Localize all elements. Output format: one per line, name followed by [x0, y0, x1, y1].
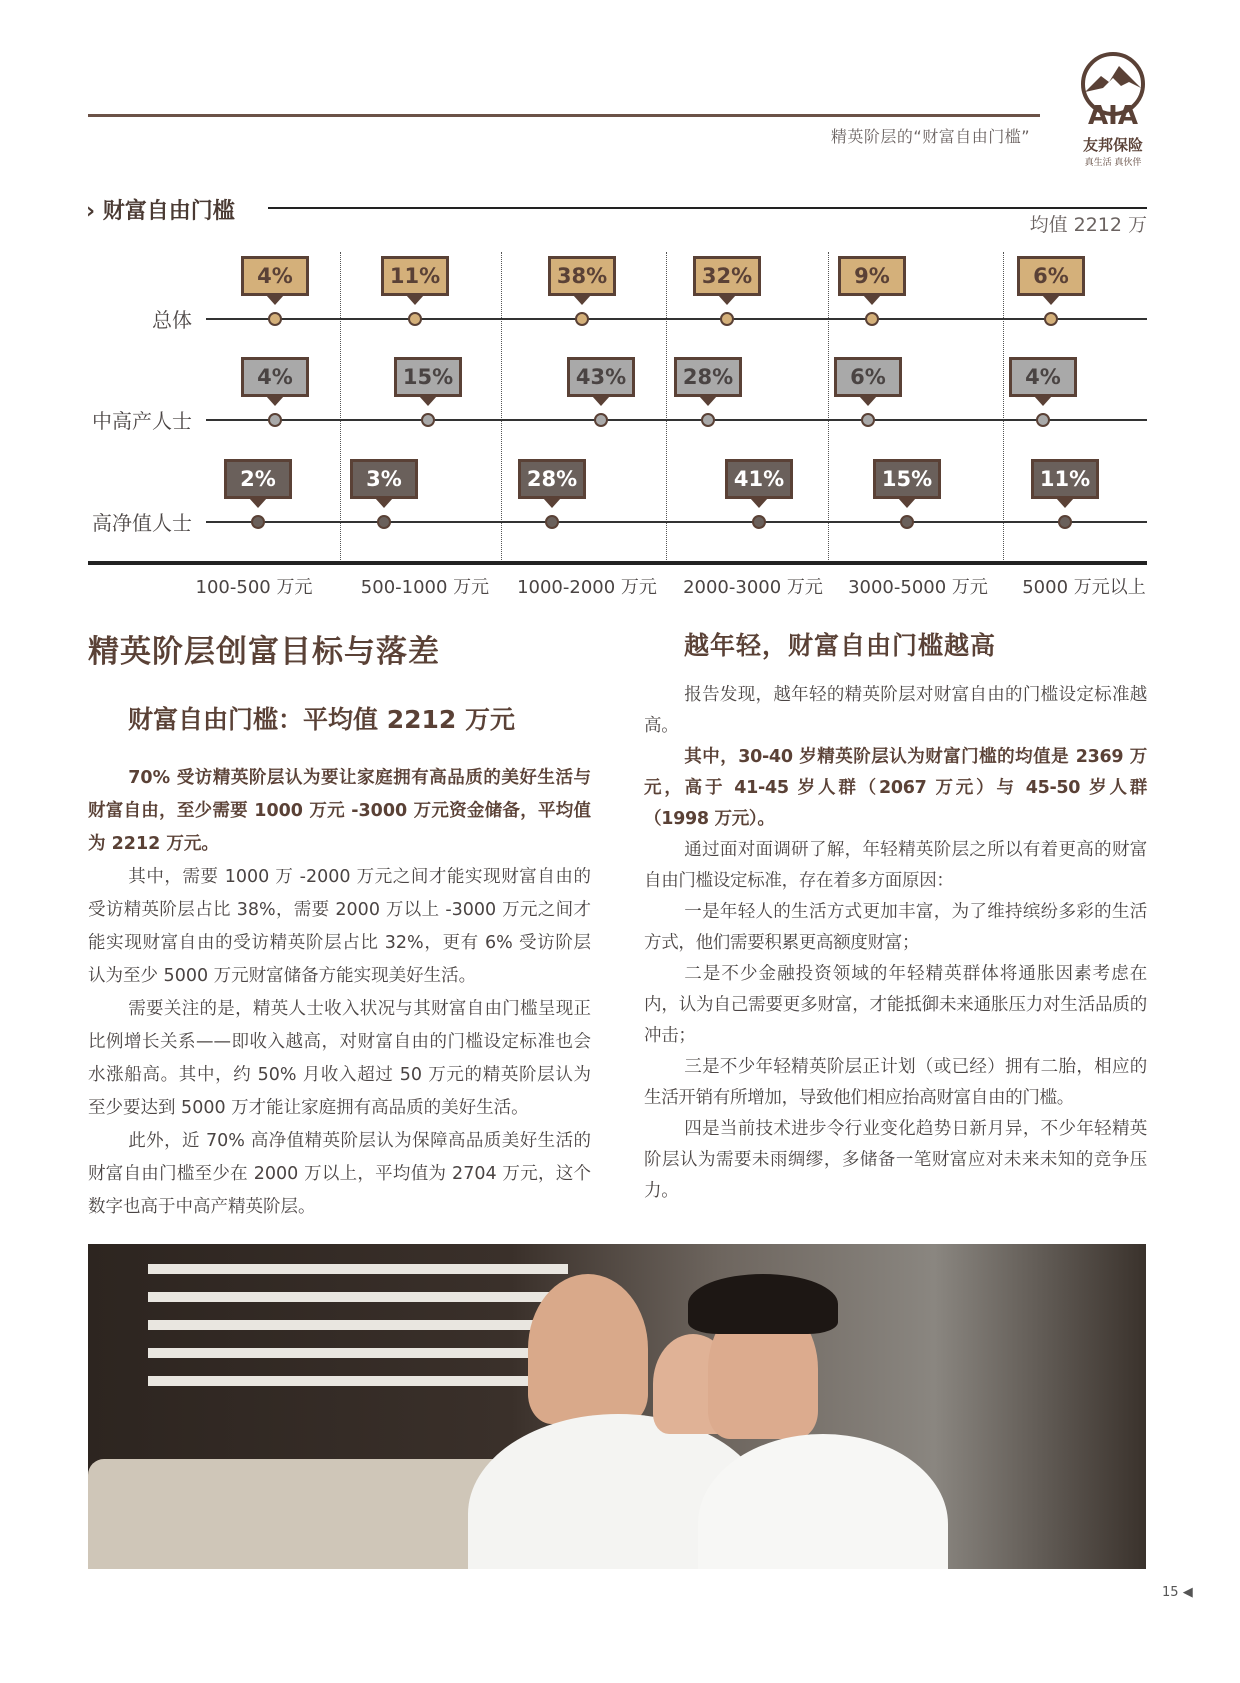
paragraph: 四是当前技术进步令行业变化趋势日新月异，不少年轻精英阶层认为需要未雨绸缪，多储备一笔财富应对未来未知的竞争压力。: [644, 1119, 1147, 1201]
data-point: [752, 515, 766, 529]
window-blind: [148, 1292, 568, 1302]
value-callout: 9%: [838, 256, 906, 296]
value-callout: 4%: [1009, 357, 1077, 397]
value-callout: 6%: [1017, 256, 1085, 296]
paragraph: 其中，30-40 岁精英阶层认为财富门槛的均值是 2369 万元，高于 41-45 岁人群（2067 万元）与 45-50 岁人群（1998 万元）。: [644, 747, 1147, 829]
running-title: 精英阶层的“财富自由门槛”: [830, 127, 1030, 146]
left-column: [88, 762, 591, 1224]
window-blind: [148, 1320, 568, 1330]
aia-logo: [1068, 52, 1158, 168]
category-label: 100-500 万元: [195, 577, 313, 598]
left-subheading: 财富自由门槛：平均值 2212 万元: [128, 705, 515, 734]
data-point: [900, 515, 914, 529]
data-point: [1044, 312, 1058, 326]
data-point: [594, 413, 608, 427]
value-callout: 32%: [693, 256, 761, 296]
family-photo: [88, 1244, 1146, 1569]
data-point: [1036, 413, 1050, 427]
axis-rule: [88, 561, 1147, 565]
mean-annotation: 均值 2212 万: [1029, 214, 1147, 236]
value-callout: 15%: [394, 357, 462, 397]
row-line: [206, 318, 1147, 320]
data-point: [268, 413, 282, 427]
data-point: [421, 413, 435, 427]
data-point: [408, 312, 422, 326]
right-column: [644, 680, 1147, 1207]
value-callout: 38%: [548, 256, 616, 296]
right-heading: 越年轻，财富自由门槛越高: [684, 631, 997, 660]
paragraph: 此外，近 70% 高净值精英阶层认为保障高品质美好生活的财富自由门槛至少在 2000 万以上，平均值为 2704 万元，这个数字也高于中高产精英阶层。: [88, 1131, 591, 1217]
data-point: [701, 413, 715, 427]
paragraph: 一是年轻人的生活方式更加丰富，为了维持缤纷多彩的生活方式，他们需要积累更高额度财富；: [644, 902, 1147, 953]
mother-hair: [688, 1274, 838, 1334]
data-point: [575, 312, 589, 326]
window-blind: [148, 1348, 568, 1358]
chevron-right-icon: ›: [86, 199, 96, 224]
value-callout: 11%: [381, 256, 449, 296]
paragraph: 70% 受访精英阶层认为要让家庭拥有高品质的美好生活与财富自由，至少需要 1000 万元 -3000 万元资金储备，平均值为 2212 万元。: [88, 768, 591, 854]
section-label: [86, 194, 235, 225]
row-line: [206, 521, 1147, 523]
article-heading: 精英阶层创富目标与落差: [88, 634, 440, 670]
category-label: 3000-5000 万元: [848, 577, 988, 598]
section-rule: [268, 207, 1147, 209]
row-label: 中高产人士: [92, 409, 192, 433]
category-label: 1000-2000 万元: [517, 577, 657, 598]
paragraph: 二是不少金融投资领域的年轻精英群体将通胀因素考虑在内，认为自己需要更多财富，才能抵御未来通胀压力对生活品质的冲击；: [644, 964, 1147, 1046]
father-head: [528, 1274, 648, 1424]
paragraph: 报告发现，越年轻的精英阶层对财富自由的门槛设定标准越高。: [644, 685, 1147, 736]
paragraph: 三是不少年轻精英阶层正计划（或已经）拥有二胎，相应的生活开销有所增加，导致他们相应抬高财富自由的门槛。: [644, 1057, 1147, 1108]
paragraph: 其中，需要 1000 万 -2000 万元之间才能实现财富自由的受访精英阶层占比 38%，需要 2000 万以上 -3000 万元之间才能实现财富自由的受访精英阶层占比 32%，更有 6% 受访阶层认为至少 5000 万元财富储备方能实现美好生活。: [88, 867, 591, 986]
data-point: [1058, 515, 1072, 529]
data-point: [720, 312, 734, 326]
value-callout: 41%: [725, 459, 793, 499]
logo-slogan: 真生活 真伙伴: [1084, 158, 1142, 168]
page-number: [1162, 1585, 1193, 1600]
value-callout: 15%: [873, 459, 941, 499]
paragraph: 通过面对面调研了解，年轻精英阶层之所以有着更高的财富自由门槛设定标准，存在着多方面原因：: [644, 840, 1147, 891]
value-callout: 28%: [518, 459, 586, 499]
category-separator: [1003, 252, 1004, 560]
category-separator: [501, 252, 502, 560]
value-callout: 28%: [674, 357, 742, 397]
value-callout: 2%: [224, 459, 292, 499]
row-label: 高净值人士: [92, 511, 192, 535]
category-label: 500-1000 万元: [360, 577, 490, 598]
value-callout: 6%: [834, 357, 902, 397]
header-rule: [88, 114, 1040, 117]
value-callout: 43%: [567, 357, 635, 397]
page-number-text: 15: [1162, 1585, 1179, 1600]
category-label: 5000 万元以上: [1022, 577, 1146, 598]
value-callout: 3%: [350, 459, 418, 499]
window-blind: [148, 1376, 568, 1386]
row-label: 总体: [152, 308, 192, 332]
data-point: [545, 515, 559, 529]
data-point: [861, 413, 875, 427]
data-point: [377, 515, 391, 529]
category-separator: [828, 252, 829, 560]
value-callout: 4%: [241, 256, 309, 296]
category-label: 2000-3000 万元: [683, 577, 823, 598]
row-line: [206, 419, 1147, 421]
section-label-text: 财富自由门槛: [102, 199, 235, 224]
page-marker-icon: ◀: [1182, 1585, 1193, 1600]
category-separator: [340, 252, 341, 560]
category-separator: [666, 252, 667, 560]
data-point: [268, 312, 282, 326]
window-blind: [148, 1264, 568, 1274]
data-point: [251, 515, 265, 529]
value-callout: 11%: [1031, 459, 1099, 499]
value-callout: 4%: [241, 357, 309, 397]
logo-name: 友邦保险: [1082, 136, 1143, 154]
aia-mountain-logo-icon: [1077, 52, 1149, 128]
logo-brand: AIA: [1088, 101, 1138, 128]
data-point: [865, 312, 879, 326]
paragraph: 需要关注的是，精英人士收入状况与其财富自由门槛呈现正比例增长关系——即收入越高，对财富自由的门槛设定标准也会水涨船高。其中，约 50% 月收入超过 50 万元的精英阶层认为至少要达到 5000 万才能让家庭拥有高品质的美好生活。: [88, 999, 591, 1118]
